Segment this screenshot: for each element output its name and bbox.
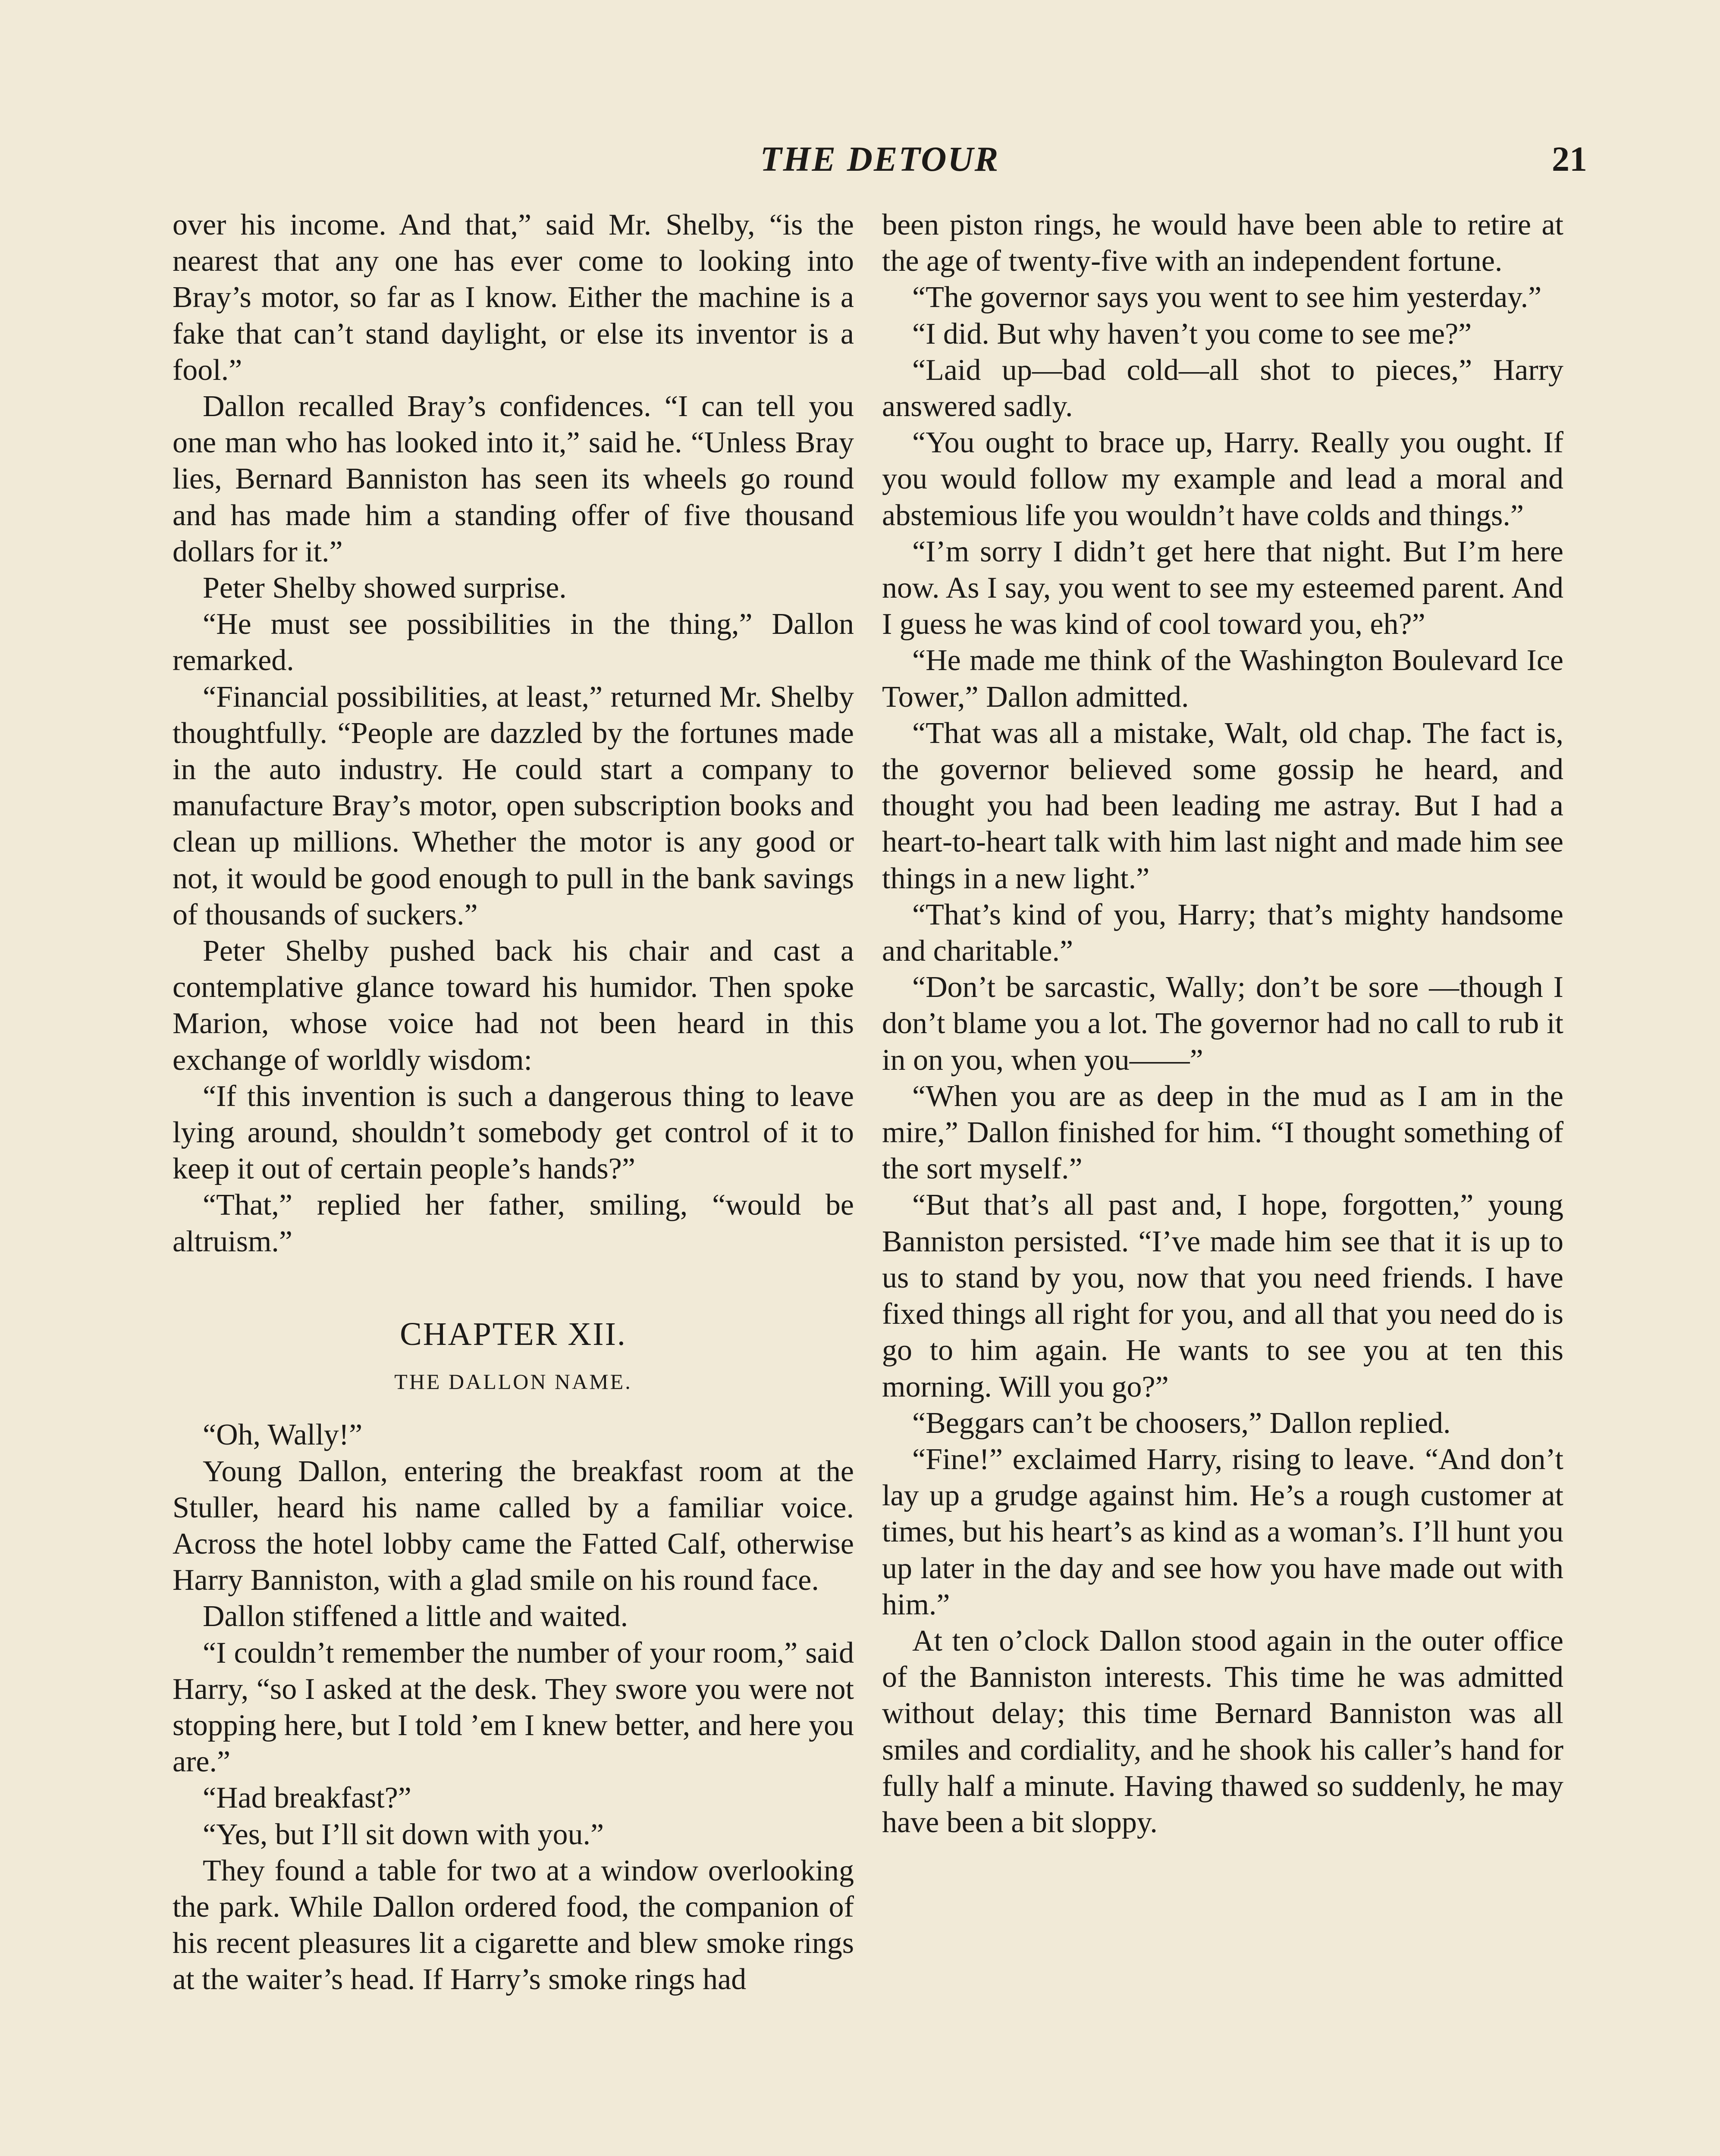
paragraph: “He made me think of the Washington Boulevard Ice Tower,” Dallon admitted. — [882, 644, 1563, 714]
paragraph: “When you are as deep in the mud as I am in the mire,” Dallon finished for him. “I thought something of the sort myself.” — [882, 1079, 1563, 1186]
paragraph: Peter Shelby showed surprise. — [203, 571, 567, 605]
paragraph: “Financial possibilities, at least,” returned Mr. Shelby thoughtfully. “People are dazzled by the fortunes made in the auto industry. He could start a company to manufacture Bray’s motor, open subscription books and clean up millions. Whether the motor is any good or not, it would be good enough to pull in the bank savings of thousands of suckers.” — [173, 680, 854, 931]
paragraph: “You ought to brace up, Harry. Really you ought. If you would follow my example and lead a moral and abstemious life you wouldn’t have colds and things.” — [882, 426, 1563, 532]
paragraph: Dallon recalled Bray’s confidences. “I can tell you one man who has looked into it,” said he. “Unless Bray lies, Bernard Banniston has seen its wheels go round and has made him a standing offer of five thousand dollars for it.” — [173, 390, 854, 568]
paragraph: “I did. But why haven’t you come to see me?” — [912, 317, 1472, 351]
paragraph: “Beggars can’t be choosers,” Dallon replied. — [912, 1406, 1451, 1440]
page-number: 21 — [1552, 139, 1587, 179]
paragraph: “Laid up—bad cold—all shot to pieces,” Harry answered sadly. — [882, 353, 1563, 423]
paragraph: “The governor says you went to see him yesterday.” — [912, 281, 1542, 314]
paragraph: “Don’t be sarcastic, Wally; don’t be sore —though I don’t blame you a lot. The governor had no call to rub it in on you, when you——” — [882, 971, 1563, 1077]
paragraph: “He must see possibilities in the thing,” Dallon remarked. — [173, 608, 854, 677]
paragraph: “That was all a mistake, Walt, old chap. The fact is, the governor believed some gossip he heard, and thought you had been leading me astray. But I had a heart-to-heart talk with him last night and made him see things in a new light.” — [882, 716, 1563, 895]
left-column — [173, 207, 854, 1998]
paragraph: “I’m sorry I didn’t get here that night. But I’m here now. As I say, you went to see my esteemed parent. And I guess he was kind of cool toward you, eh?” — [882, 535, 1563, 641]
page-header — [173, 139, 1587, 182]
chapter-title: CHAPTER XII. — [400, 1316, 627, 1352]
paragraph: “If this invention is such a dangerous thing to leave lying around, shouldn’t somebody get control of it to keep it out of certain people’s hands?” — [173, 1079, 854, 1186]
running-title: THE DETOUR — [760, 139, 1000, 179]
paragraph: Dallon stiffened a little and waited. — [203, 1600, 628, 1633]
paragraph: At ten o’clock Dallon stood again in the outer office of the Banniston interests. This time he was admitted without delay; this time Bernard Banniston was all smiles and cordiality, and he shook his caller’s hand for fully half a minute. Having thawed so suddenly, he may have been a bit sloppy. — [882, 1624, 1563, 1839]
paragraph: “Yes, but I’ll sit down with you.” — [203, 1818, 604, 1851]
paragraph: “That,” replied her father, smiling, “would be altruism.” — [173, 1188, 854, 1258]
paragraph: “But that’s all past and, I hope, forgotten,” young Banniston persisted. “I’ve made him see that it is up to us to stand by you, now that you need friends. I have fixed things all right for you, and all that you need do is go to him again. He wants to see you at ten this morning. Will you go?” — [882, 1188, 1563, 1404]
paragraph: “That’s kind of you, Harry; that’s mighty handsome and charitable.” — [882, 898, 1563, 968]
paragraph: been piston rings, he would have been able to retire at the age of twenty-five with an independent fortune. — [882, 208, 1563, 278]
paragraph: over his income. And that,” said Mr. Shelby, “is the nearest that any one has ever come to looking into Bray’s motor, so far as I know. Either the machine is a fake that can’t stand daylight, or else its inventor is a fool.” — [173, 208, 854, 387]
paragraph: “Had breakfast?” — [203, 1781, 411, 1815]
right-column — [882, 207, 1563, 1841]
paragraph: They found a table for two at a window overlooking the park. While Dallon ordered food, the companion of his recent pleasures lit a cigarette and blew smoke rings at the waiter’s head. If Harry’s smoke rings had — [173, 1854, 854, 1996]
paragraph: Peter Shelby pushed back his chair and cast a contemplative glance toward his humidor. Then spoke Marion, whose voice had not been heard in this exchange of worldly wisdom: — [173, 934, 854, 1077]
paragraph: “Oh, Wally!” — [203, 1418, 363, 1452]
paragraph: “Fine!” exclaimed Harry, rising to leave. “And don’t lay up a grudge against him. He’s a rough customer at times, but his heart’s as kind as a woman’s. I’ll hunt you up later in the day and see how you have made out with him.” — [882, 1442, 1563, 1621]
paragraph: “I couldn’t remember the number of your room,” said Harry, “so I asked at the desk. They swore you were not stopping here, but I told ’em I knew better, and here you are.” — [173, 1636, 854, 1779]
paragraph: Young Dallon, entering the breakfast room at the Stuller, heard his name called by a familiar voice. Across the hotel lobby came the Fatted Calf, otherwise Harry Banniston, with a glad smile on his round face. — [173, 1454, 854, 1597]
chapter-subtitle: THE DALLON NAME. — [394, 1369, 632, 1394]
